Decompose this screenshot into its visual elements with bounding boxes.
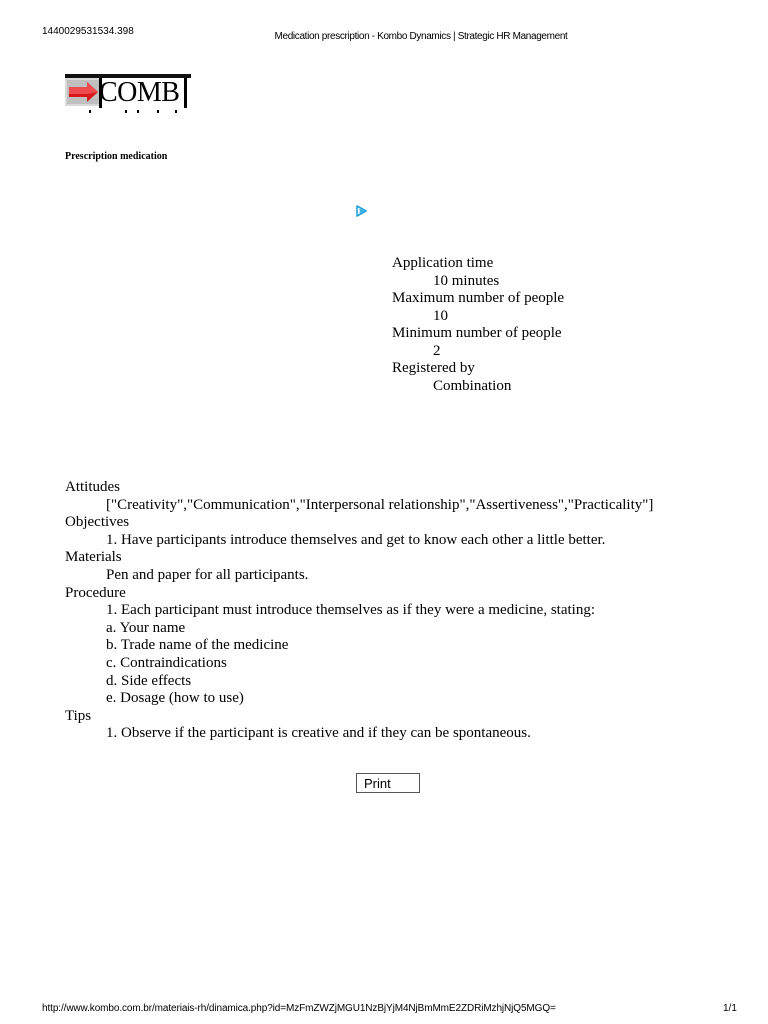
materials-heading: Materials	[65, 549, 122, 566]
procedure-item: a. Your name	[106, 619, 186, 636]
procedure-item: c. Contraindications	[106, 654, 227, 671]
min-people-value: 2	[433, 342, 441, 359]
footer-url: http://www.kombo.com.br/materiais-rh/dinamica.php?id=MzFmZWZjMGU1NzBjYjM4NjBmMmE2ZDRiMzhjNjQ5MGQ=	[42, 1003, 556, 1014]
registered-by-value: Combination	[433, 377, 512, 394]
procedure-item: 1. Each participant must introduce themselves as if they were a medicine, stating:	[106, 602, 596, 619]
print-timestamp: 1440029531534.398	[42, 26, 134, 37]
min-people-label: Minimum number of people	[392, 325, 562, 341]
footer-page-number: 1/1	[723, 1003, 737, 1014]
logo-text: COMB	[99, 77, 180, 108]
procedure-heading: Procedure	[65, 584, 126, 601]
application-time-value: 10 minutes	[433, 272, 500, 289]
attitudes-value: ["Creativity","Communication","Interpersonal relationship","Assertiveness","Practicality"]	[106, 496, 654, 513]
dynamic-content	[65, 479, 745, 743]
max-people-label: Maximum number of people	[392, 290, 565, 306]
tip-item: 1. Observe if the participant is creative and if they can be spontaneous.	[106, 725, 531, 742]
attitudes-heading: Attitudes	[65, 479, 120, 495]
objectives-heading: Objectives	[65, 514, 130, 531]
procedure-item: e. Dosage (how to use)	[106, 690, 244, 707]
dynamic-info	[392, 255, 564, 395]
procedure-item: b. Trade name of the medicine	[106, 637, 289, 654]
print-button[interactable]: Print	[356, 773, 420, 793]
kombo-logo[interactable]	[65, 74, 191, 116]
print-header	[0, 26, 768, 44]
objective-item: 1. Have participants introduce themselves and get to know each other a little better.	[106, 531, 606, 548]
application-time-label: Application time	[392, 255, 494, 271]
adchoices-icon[interactable]	[354, 204, 368, 218]
page-label: Prescription medication	[65, 151, 168, 162]
procedure-item: d. Side effects	[106, 672, 192, 689]
max-people-value: 10	[433, 307, 448, 324]
registered-by-label: Registered by	[392, 360, 475, 376]
print-page-title: Medication prescription - Kombo Dynamics | Strategic HR Management	[274, 31, 568, 42]
materials-value: Pen and paper for all participants.	[106, 566, 309, 583]
tips-heading: Tips	[65, 707, 92, 724]
